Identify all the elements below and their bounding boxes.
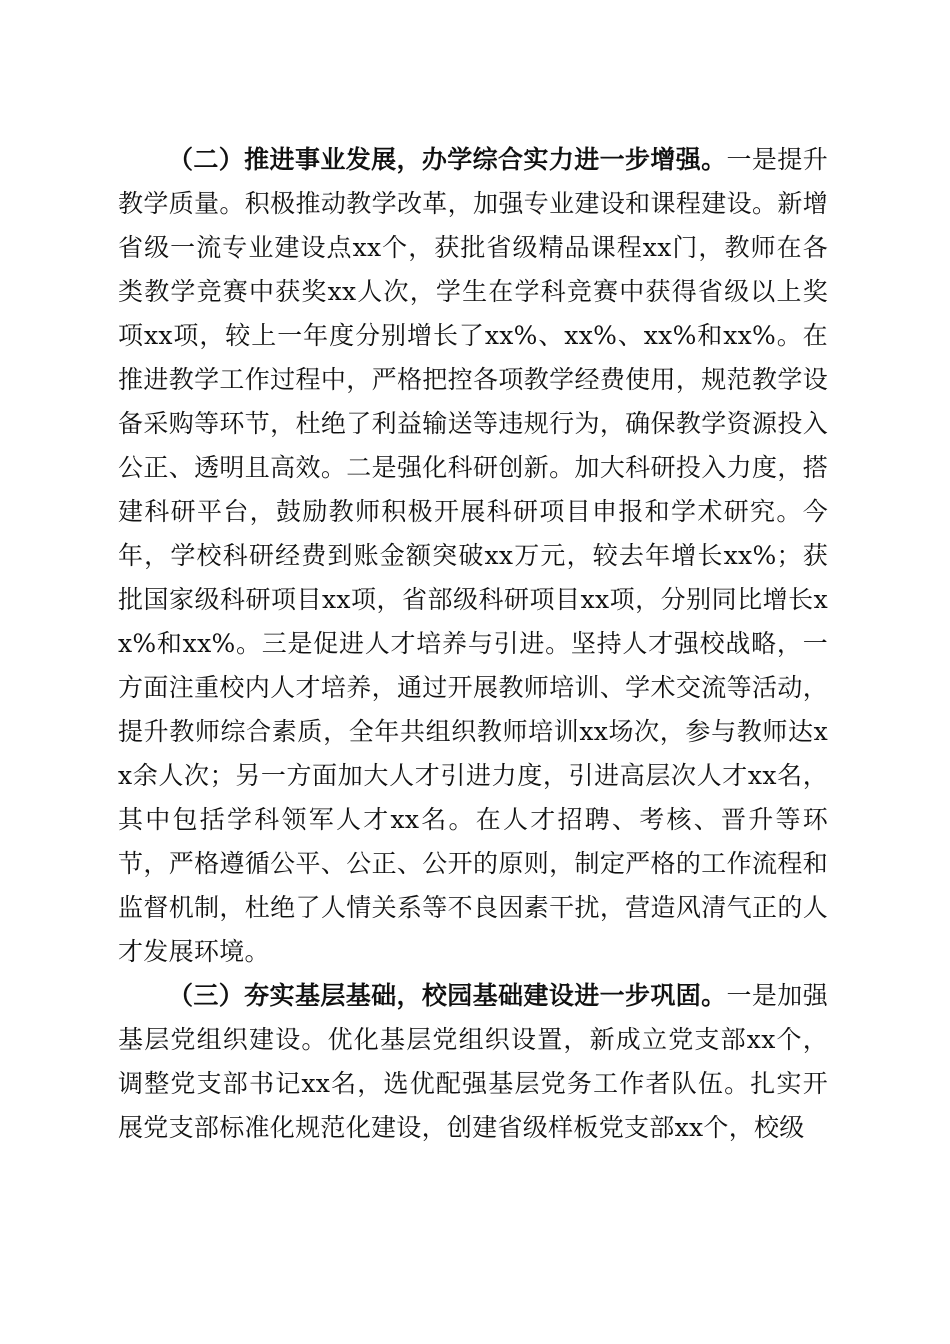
paragraph-heading: （三）夯实基层基础，校园基础建设进一步巩固。: [168, 981, 727, 1010]
paragraph-text: 一是加强基层党组织建设。优化基层党组织设置，新成立党支部xx个，调整党支部书记xx名，选优配强基层党务工作者队伍。扎实开展党支部标准化规范化建设，创建省级样板党支部xx个，校级: [118, 981, 828, 1142]
paragraph-text: 一是提升教学质量。积极推动教学改革，加强专业建设和课程建设。新增省级一流专业建设点xx个，获批省级精品课程xx门，教师在各类教学竞赛中获奖xx人次，学生在学科竞赛中获得省级以上奖项xx项，较上一年度分别增长了xx%、xx%、xx%和xx%。在推进教学工作过程中，严格把控各项教学经费使用，规范教学设备采购等环节，杜绝了利益输送等违规行为，确保教学资源投入公正、透明且高效。二是强化科研创新。加大科研投入力度，搭建科研平台，鼓励教师积极开展科研项目申报和学术研究。今年，学校科研经费到账金额突破xx万元，较去年增长xx%；获批国家级科研项目xx项，省部级科研项目xx项，分别同比增长xx%和xx%。三是促进人才培养与引进。坚持人才强校战略，一方面注重校内人才培养，通过开展教师培训、学术交流等活动，提升教师综合素质，全年共组织教师培训xx场次，参与教师达xx余人次；另一方面加大人才引进力度，引进高层次人才xx名，其中包括学科领军人才xx名。在人才招聘、考核、晋升等环节，严格遵循公平、公正、公开的原则，制定严格的工作流程和监督机制，杜绝了人情关系等不良因素干扰，营造风清气正的人才发展环境。: [118, 145, 828, 966]
paragraph-3: [118, 974, 828, 1150]
paragraph-heading: （二）推进事业发展，办学综合实力进一步增强。: [168, 145, 727, 174]
paragraph-2: [118, 138, 828, 974]
document-body: [118, 138, 828, 1150]
